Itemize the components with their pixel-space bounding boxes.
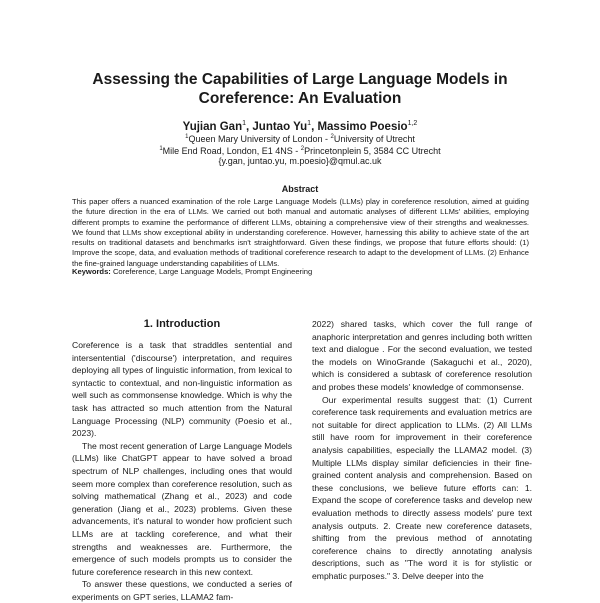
left-column	[72, 318, 292, 603]
affil-text: University of Utrecht	[333, 134, 415, 144]
intro-paragraph-2: The most recent generation of Large Language Models (LLMs) like ChatGPT appear to have solved a broad spectrum of NLP challenges, including ones that would seem more complex than coreference resolution, such as solving mathematical (Zhang et al., 2023) and code generation (Jiang et al., 2023) problems. Given these advancements, it's natural to wonder how proficient such LLMs are at tackling coreference, and what their strengths and weaknesses are. Furthermore, the emergence of such models prompts us to consider the future coreference research in this new context.	[72, 440, 292, 577]
affil-text: Princetonplein 5, 3584 CC Utrecht	[304, 146, 441, 156]
author-list: Yujian Gan$^1$, Juntao Yu$^1$, Massimo Poesio$^{1,2}$	[182, 120, 418, 133]
affil-sup: 1	[159, 146, 163, 152]
author-sup: 1	[242, 120, 247, 127]
affil-sup: 2	[330, 134, 334, 140]
intro-paragraph-1: Coreference is a task that straddles sentential and intersentential ('discourse') interpretation, and requires deploying all types of linguistic information, from lexical to syntactic to contextual, and non-linguistic information as well such as commonsense knowledge. Which is why the task has attracted so much attention from the Natural Language Processing (NLP) community (Poesio et al., 2023).	[72, 340, 292, 439]
right-column	[312, 318, 532, 582]
intro-paragraph-right-2: Our experimental results suggest that: (1) Current coreference task requirements and evaluation metrics are not suitable for direct application to LLMs. (2) All LLMs still have room for improvement in their coreference analysis capabilities, especially the LLAMA2 model. (3) Multiple LLMs display similar deficiencies in their fine-grained content analysis and comprehension. Based on these conclusions, we believe future efforts can: 1. Expand the scope of coreference tasks and develop new evaluation methods to directly assess models' pure text analysis outputs. 2. Create new coreference datasets, shifting from the previous method of annotating coreference chains to directly annotating analysis descriptions, such as "The word it is for stylistic or emphatic purposes." 3. Delve deeper into the	[312, 394, 532, 581]
affil-sup: 1	[185, 134, 189, 140]
author-sup: 1,2	[407, 120, 418, 127]
title-line-2: Coreference: An Evaluation	[198, 90, 402, 107]
affil-sup: 2	[300, 146, 305, 152]
intro-paragraph-right-1: 2022) shared tasks, which cover the full range of anaphoric interpretation and genres including both written text and dialogue . For the second evaluation, we tested the models on WinoGrande (Sakaguchi et al., 2020), which is considered a subtask of coreference resolution and probes these models' knowledge of commonsense.	[312, 319, 532, 392]
author-name: Juntao Yu	[252, 120, 308, 133]
author-emails: {y.gan, juntao.yu, m.poesio}@qmul.ac.uk	[218, 156, 382, 166]
paper-title	[60, 70, 540, 108]
affil-text: Queen Mary University of London -	[188, 134, 331, 144]
abstract-heading: Abstract	[281, 184, 319, 194]
title-line-1: Assessing the Capabilities of Large Language Models in	[92, 71, 508, 88]
author-name: Massimo Poesio	[317, 120, 408, 133]
intro-paragraph-3: To answer these questions, we conducted a series of experiments on GPT series, LLAMA2 fam-	[72, 579, 292, 602]
keywords-text: Coreference, Large Language Models, Prompt Engineering	[112, 267, 313, 276]
author-name: Yujian Gan	[182, 120, 243, 133]
author-sup: 1	[307, 120, 312, 127]
affil-text: Mile End Road, London, E1 4NS -	[162, 146, 301, 156]
keywords	[72, 267, 529, 277]
keywords-label: Keywords:	[72, 267, 111, 276]
section-heading-introduction: 1. Introduction	[143, 318, 221, 330]
abstract-body: This paper offers a nuanced examination of the role Large Language Models (LLMs) play in coreference resolution, aimed at guiding the future direction in the era of LLMs. We carried out both manual and automatic analyses of different LLMs' abilities, employing different prompts to examine the performance of different LLMs, obtaining a comprehensive view of their strengths and weaknesses. We found that LLMs show exceptional ability in understanding coreference. However, harnessing this ability to achieve state of the art results on traditional datasets and benchmarks isn't straightforward. Given these findings, we propose that future efforts should: (1) Improve the scope, data, and evaluation methods of traditional coreference research to adapt to the development of LLMs. (2) Enhance the fine-grained language understanding capabilities of LLMs.	[72, 197, 529, 268]
